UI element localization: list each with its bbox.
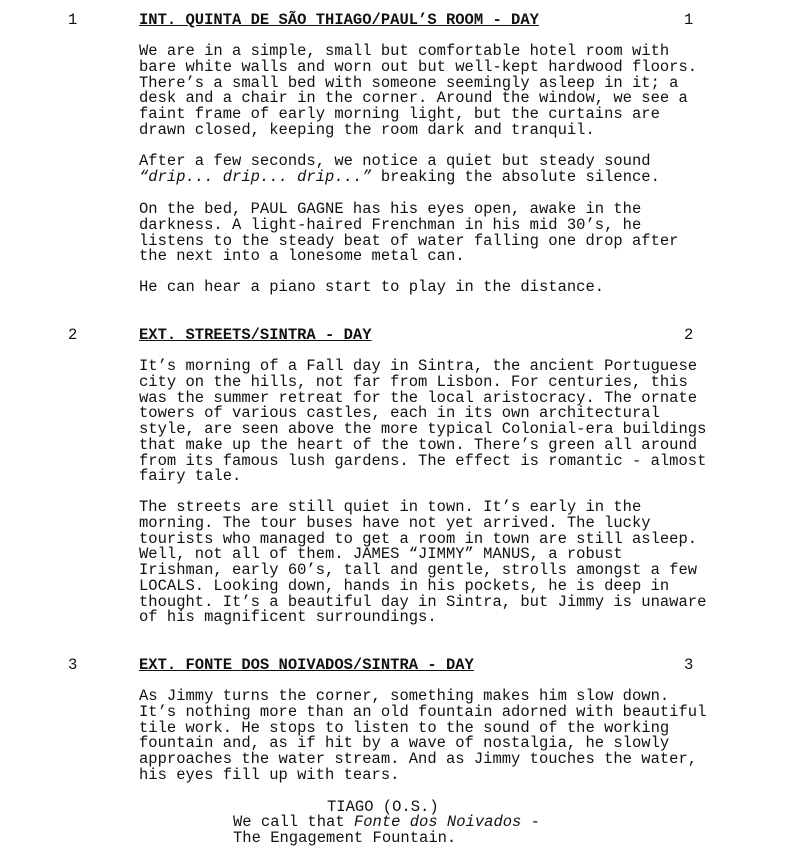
action-paragraph: On the bed, PAUL GAGNE has his eyes open, awake in the darkness. A light-haired Frenchman in his mid 30’s, he listens to the steady beat of water falling one drop after the next into a lonesome metal can.	[139, 200, 679, 266]
scene-number-left: 3	[68, 656, 78, 674]
scene-heading: EXT. STREETS/SINTRA - DAY	[139, 326, 372, 344]
action-paragraph: As Jimmy turns the corner, something makes him slow down. It’s nothing more than an old fountain adorned with beautiful tile work. He stops to listen to the sound of the working fountain and, as if hit by a wave of nostalgia, he slowly approaches the water stream. And as Jimmy touches the water, his eyes fill up with tears.	[139, 687, 707, 784]
action-paragraph: He can hear a piano start to play in the distance.	[139, 278, 605, 296]
scene-number-left: 2	[68, 326, 78, 344]
scene-heading: EXT. FONTE DOS NOIVADOS/SINTRA - DAY	[139, 656, 474, 674]
scene-heading: INT. QUINTA DE SÃO THIAGO/PAUL’S ROOM - DAY	[139, 11, 539, 29]
scene-number-right: 1	[684, 11, 694, 29]
action-paragraph: The streets are still quiet in town. It’s early in the morning. The tour buses have not yet arrived. The lucky tourists who managed to get a room in town are still asleep. Well, not all of them. JAMES “JIMMY” MANUS, a robust Irishman, early 60’s, tall and gentle, strolls amongst a few LOCALS. Looking down, hands in his pockets, he is deep in thought. It’s a beautiful day in Sintra, but Jimmy is unaware of his magnificent surroundings.	[139, 498, 707, 627]
character-name: TIAGO (O.S.)	[327, 798, 439, 816]
scene-number-right: 3	[684, 656, 694, 674]
action-paragraph: It’s morning of a Fall day in Sintra, the ancient Portuguese city on the hills, not far from Lisbon. For centuries, this was the summer retreat for the local aristocracy. The ornate towers of various castles, each in its own architectural style, are seen above the more typical Colonial-era buildings that make up the heart of the town. There’s green all around from its famous lush gardens. The effect is romantic - almost fairy tale.	[139, 357, 707, 486]
scene-number-right: 2	[684, 326, 694, 344]
action-paragraph: We are in a simple, small but comfortable hotel room with bare white walls and worn out but well-kept hardwood floors. There’s a small bed with someone seemingly asleep in it; a desk and a chair in the corner. Around the window, we see a faint frame of early morning light, but the curtains are drawn closed, keeping the room dark and tranquil.	[139, 42, 698, 139]
dialogue-text: We call that Fonte dos Noivados - The Engagement Fountain.	[233, 813, 540, 847]
sound-effect-text: “drip... drip... drip...”	[139, 167, 372, 186]
action-paragraph: After a few seconds, we notice a quiet but steady sound “drip... drip... drip...” breaking the absolute silence.	[139, 152, 660, 186]
scene-number-left: 1	[68, 11, 78, 29]
